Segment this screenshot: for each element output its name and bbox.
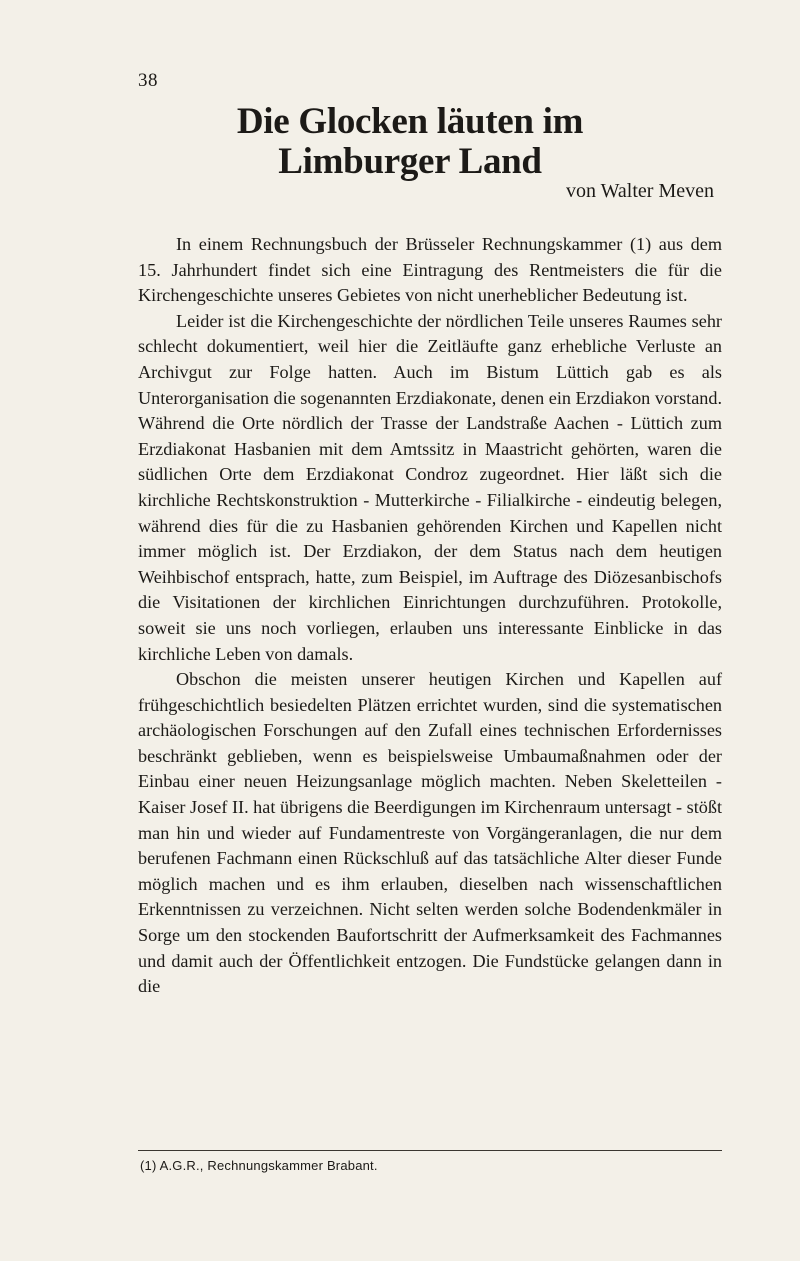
paragraph: Obschon die meisten unserer heutigen Kirchen und Kapellen auf frühgeschichtlich besiedelten Plätzen errichtet wurden, sind die systematischen archäologischen Forschungen auf den Zufall eines technischen Erfordernisses beschränkt geblieben, wenn es beispielsweise Umbaumaßnahmen oder der Einbau einer neuen Heizungsanlage möglich machten. Neben Skeletteilen - Kaiser Josef II. hat übrigens die Beerdigungen im Kirchenraum untersagt - stößt man hin und wieder auf Fundamentreste von Vorgängeranlagen, die nur dem berufenen Fachmann einen Rückschluß auf das tatsächliche Alter dieser Funde möglich machen und es ihm erlauben, dieselben nach wissenschaftlichen Erkenntnissen zu verzeichnen. Nicht selten werden solche Bodendenkmäler in Sorge um den stockenden Baufortschritt der Aufmerksamkeit des Fachmannes und damit auch der Öffentlichkeit entzogen. Die Fundstücke gelangen dann in die [138, 669, 722, 997]
footnote: (1) A.G.R., Rechnungskammer Brabant. [140, 1158, 378, 1173]
footnote-divider [138, 1150, 722, 1151]
title-line-1: Die Glocken läuten im [236, 101, 584, 142]
article-title [150, 102, 670, 182]
article-body [138, 232, 722, 1000]
author-byline: von Walter Meven [566, 180, 714, 202]
title-line-2: Limburger Land [278, 141, 542, 182]
page-number: 38 [138, 70, 158, 91]
paragraph: In einem Rechnungsbuch der Brüsseler Rechnungskammer (1) aus dem 15. Jahrhundert findet sich eine Eintragung des Rentmeisters die für die Kirchengeschichte unseres Gebietes von nicht unerheblicher Bedeutung ist. [138, 234, 722, 306]
paragraph: Leider ist die Kirchengeschichte der nördlichen Teile unseres Raumes sehr schlecht dokumentiert, weil hier die Zeitläufte ganz erhebliche Verluste an Archivgut zur Folge hatten. Auch im Bistum Lüttich gab es als Unterorganisation die sogenannten Erzdiakonate, denen ein Erzdiakon vorstand. Während die Orte nördlich der Trasse der Landstraße Aachen - Lüttich zum Erzdiakonat Hasbanien mit dem Amtssitz in Maastricht gehörten, waren die südlichen Orte dem Erzdiakonat Condroz zugeordnet. Hier läßt sich die kirchliche Rechtskonstruktion - Mutterkirche - Filialkirche - eindeutig belegen, während dies für die zu Hasbanien gehörenden Kirchen und Kapellen nicht immer möglich ist. Der Erzdiakon, der dem Status nach dem heutigen Weihbischof entsprach, hatte, zum Beispiel, im Auftrage des Diözesanbischofs die Visitationen der kirchlichen Einrichtungen durchzuführen. Protokolle, soweit sie uns noch vorliegen, erlauben uns interessante Einblicke in das kirchliche Leben von damals. [138, 310, 722, 664]
